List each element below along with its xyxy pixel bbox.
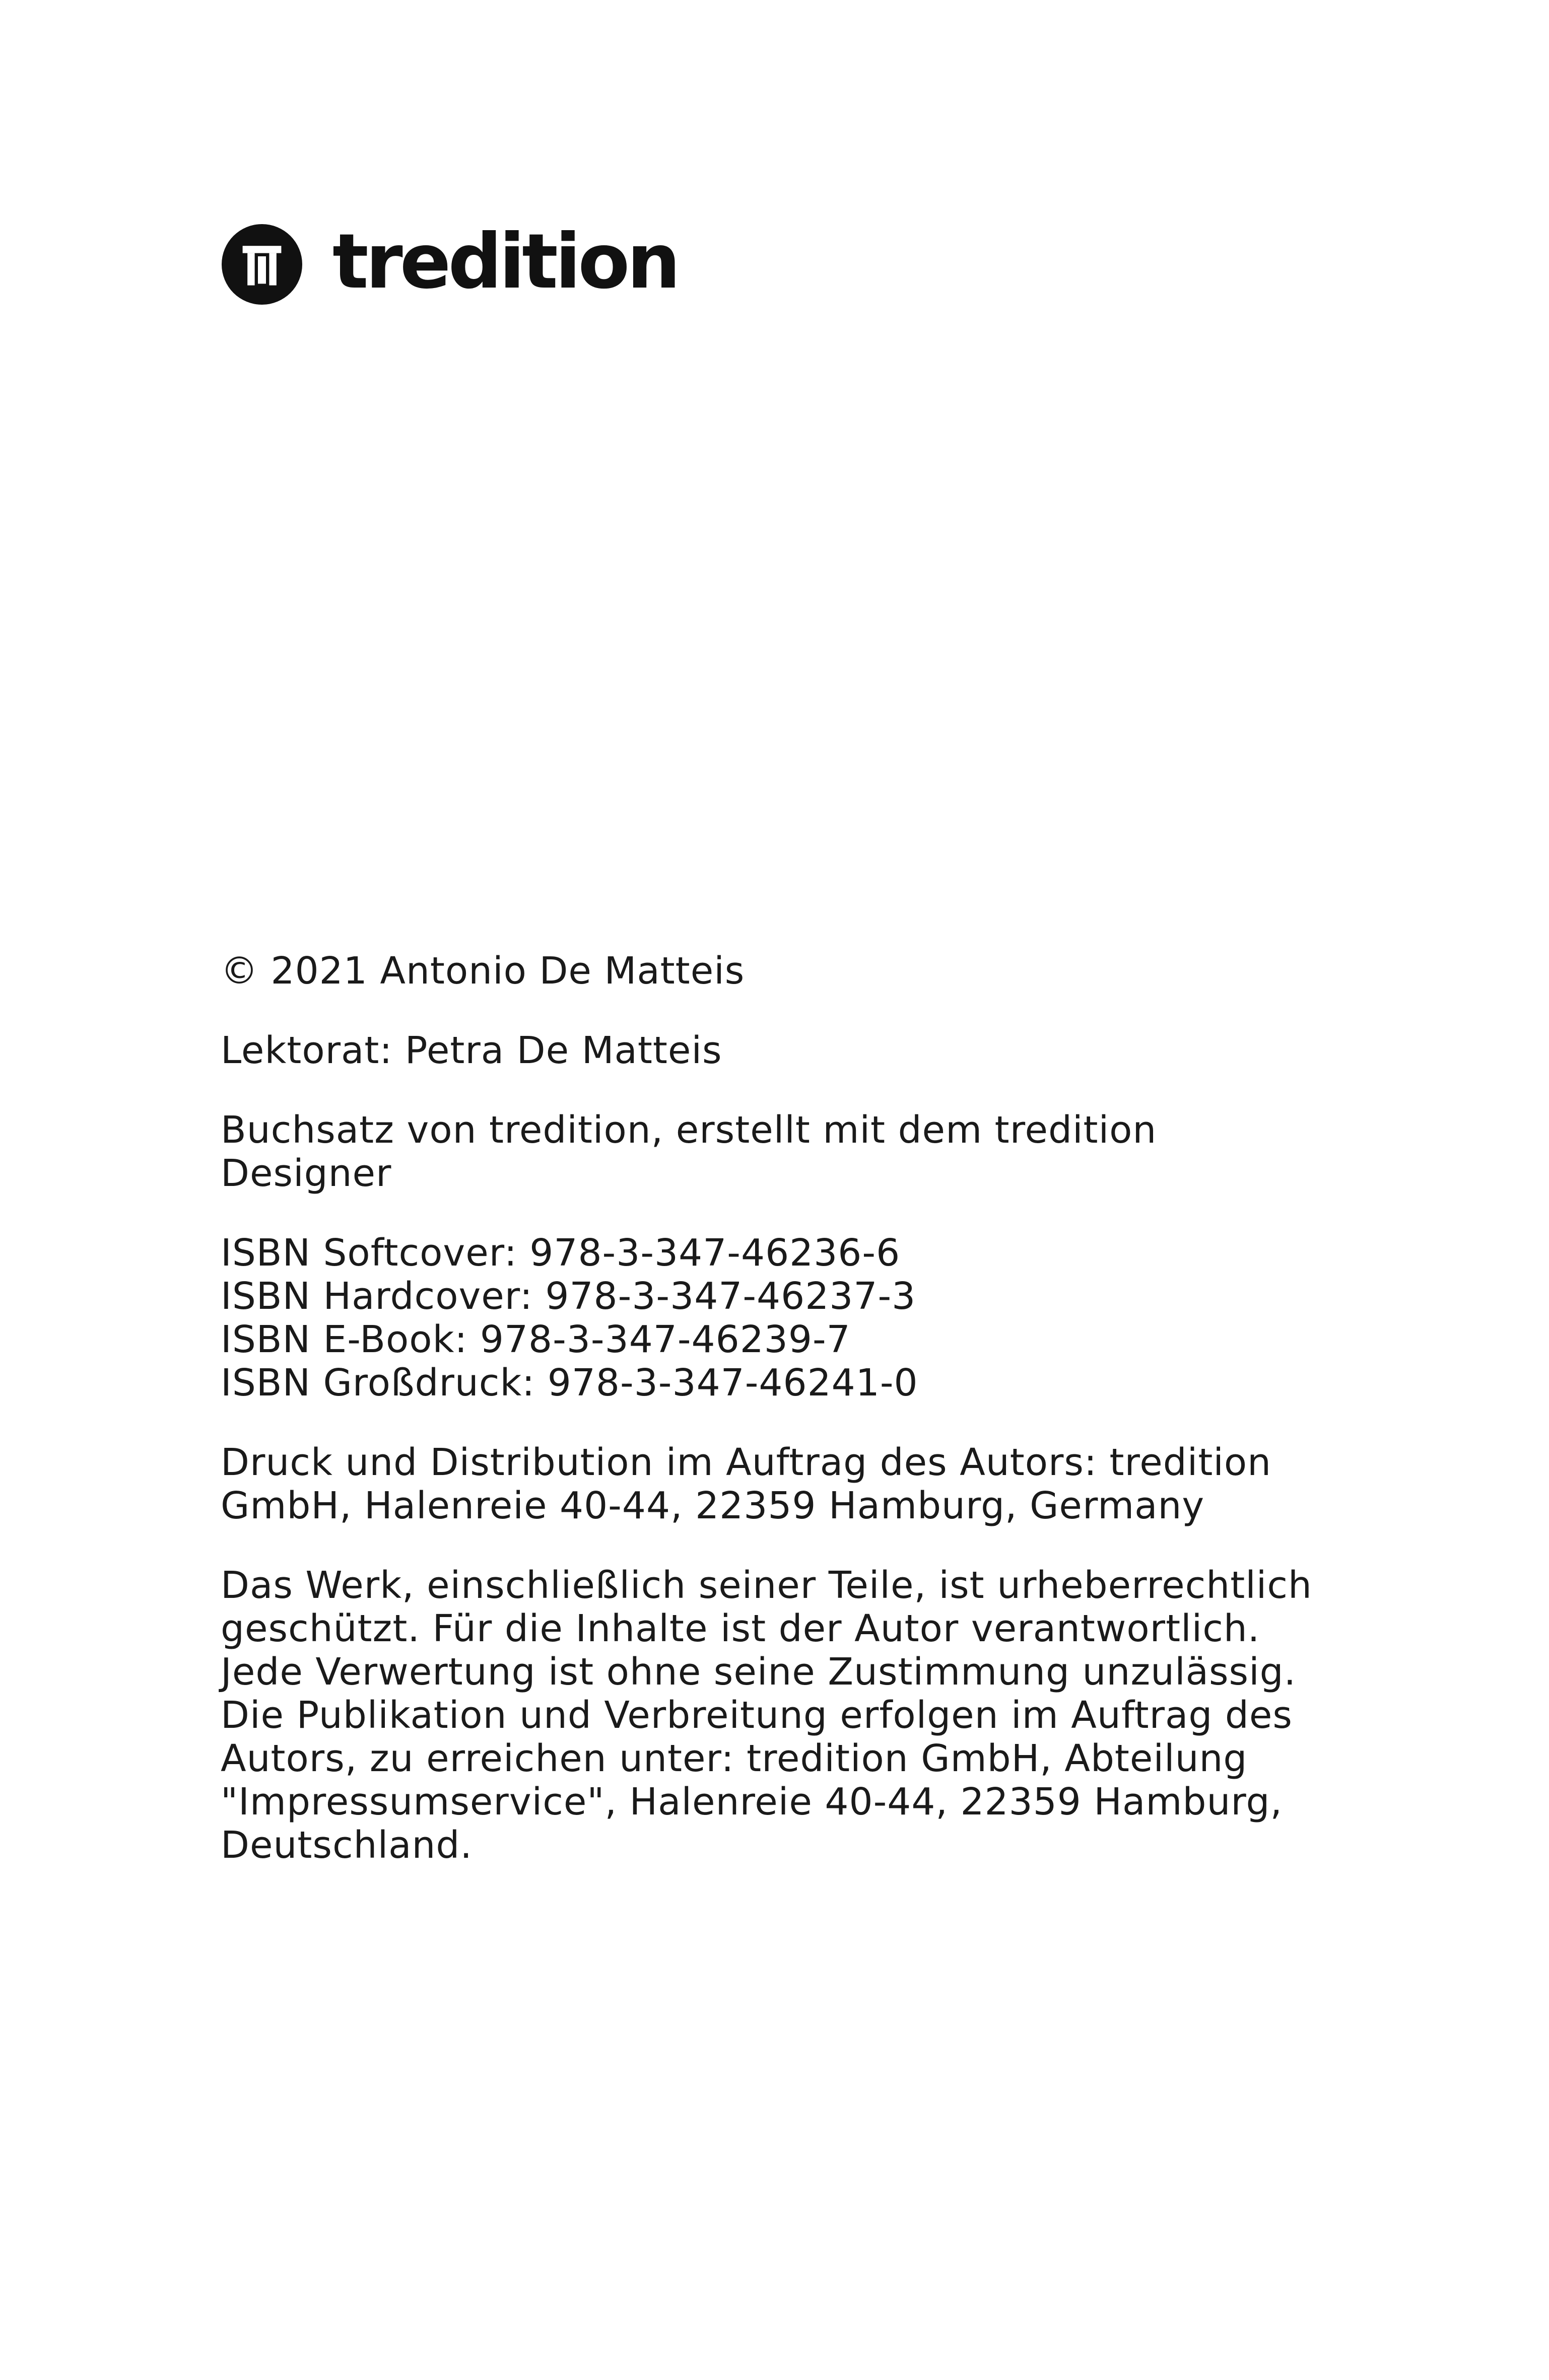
publisher-name: tredition xyxy=(332,218,678,306)
publisher-logo xyxy=(222,218,678,307)
editor-line: Lektorat: Petra De Matteis xyxy=(221,1029,722,1072)
rights-paragraph: Das Werk, einschließlich seiner Teile, ist urheberrechtlich geschützt. Für die Inhalte ist der Autor verantwortlich. Jede Verwertung ist ohne seine Zustimmung unzulässig. Die Publikation und Verbreitung erfolgen im Auftrag des Autors, zu erreichen unter: tredition GmbH, Abteilung "Impressumservice", Halenreie 40-44, 22359 Hamburg, Deutschland. xyxy=(221,1564,1312,1867)
distribution-line: Druck und Distribution im Auftrag des Autors: tredition GmbH, Halenreie 40-44, 22359 Hamburg, Germany xyxy=(221,1441,1272,1527)
isbn-softcover: ISBN Softcover: 978-3-347-46236-6 xyxy=(221,1231,901,1275)
isbn-list xyxy=(221,1231,1339,1405)
imprint-block xyxy=(221,949,1339,1903)
tredition-logo-icon xyxy=(222,224,302,305)
isbn-ebook: ISBN E-Book: 978-3-347-46239-7 xyxy=(221,1318,851,1361)
typesetting-line: Buchsatz von tredition, erstellt mit dem tredition Designer xyxy=(221,1108,1157,1195)
isbn-hardcover: ISBN Hardcover: 978-3-347-46237-3 xyxy=(221,1275,916,1318)
isbn-large-print: ISBN Großdruck: 978-3-347-46241-0 xyxy=(221,1361,918,1405)
copyright-line: © 2021 Antonio De Matteis xyxy=(221,949,745,993)
